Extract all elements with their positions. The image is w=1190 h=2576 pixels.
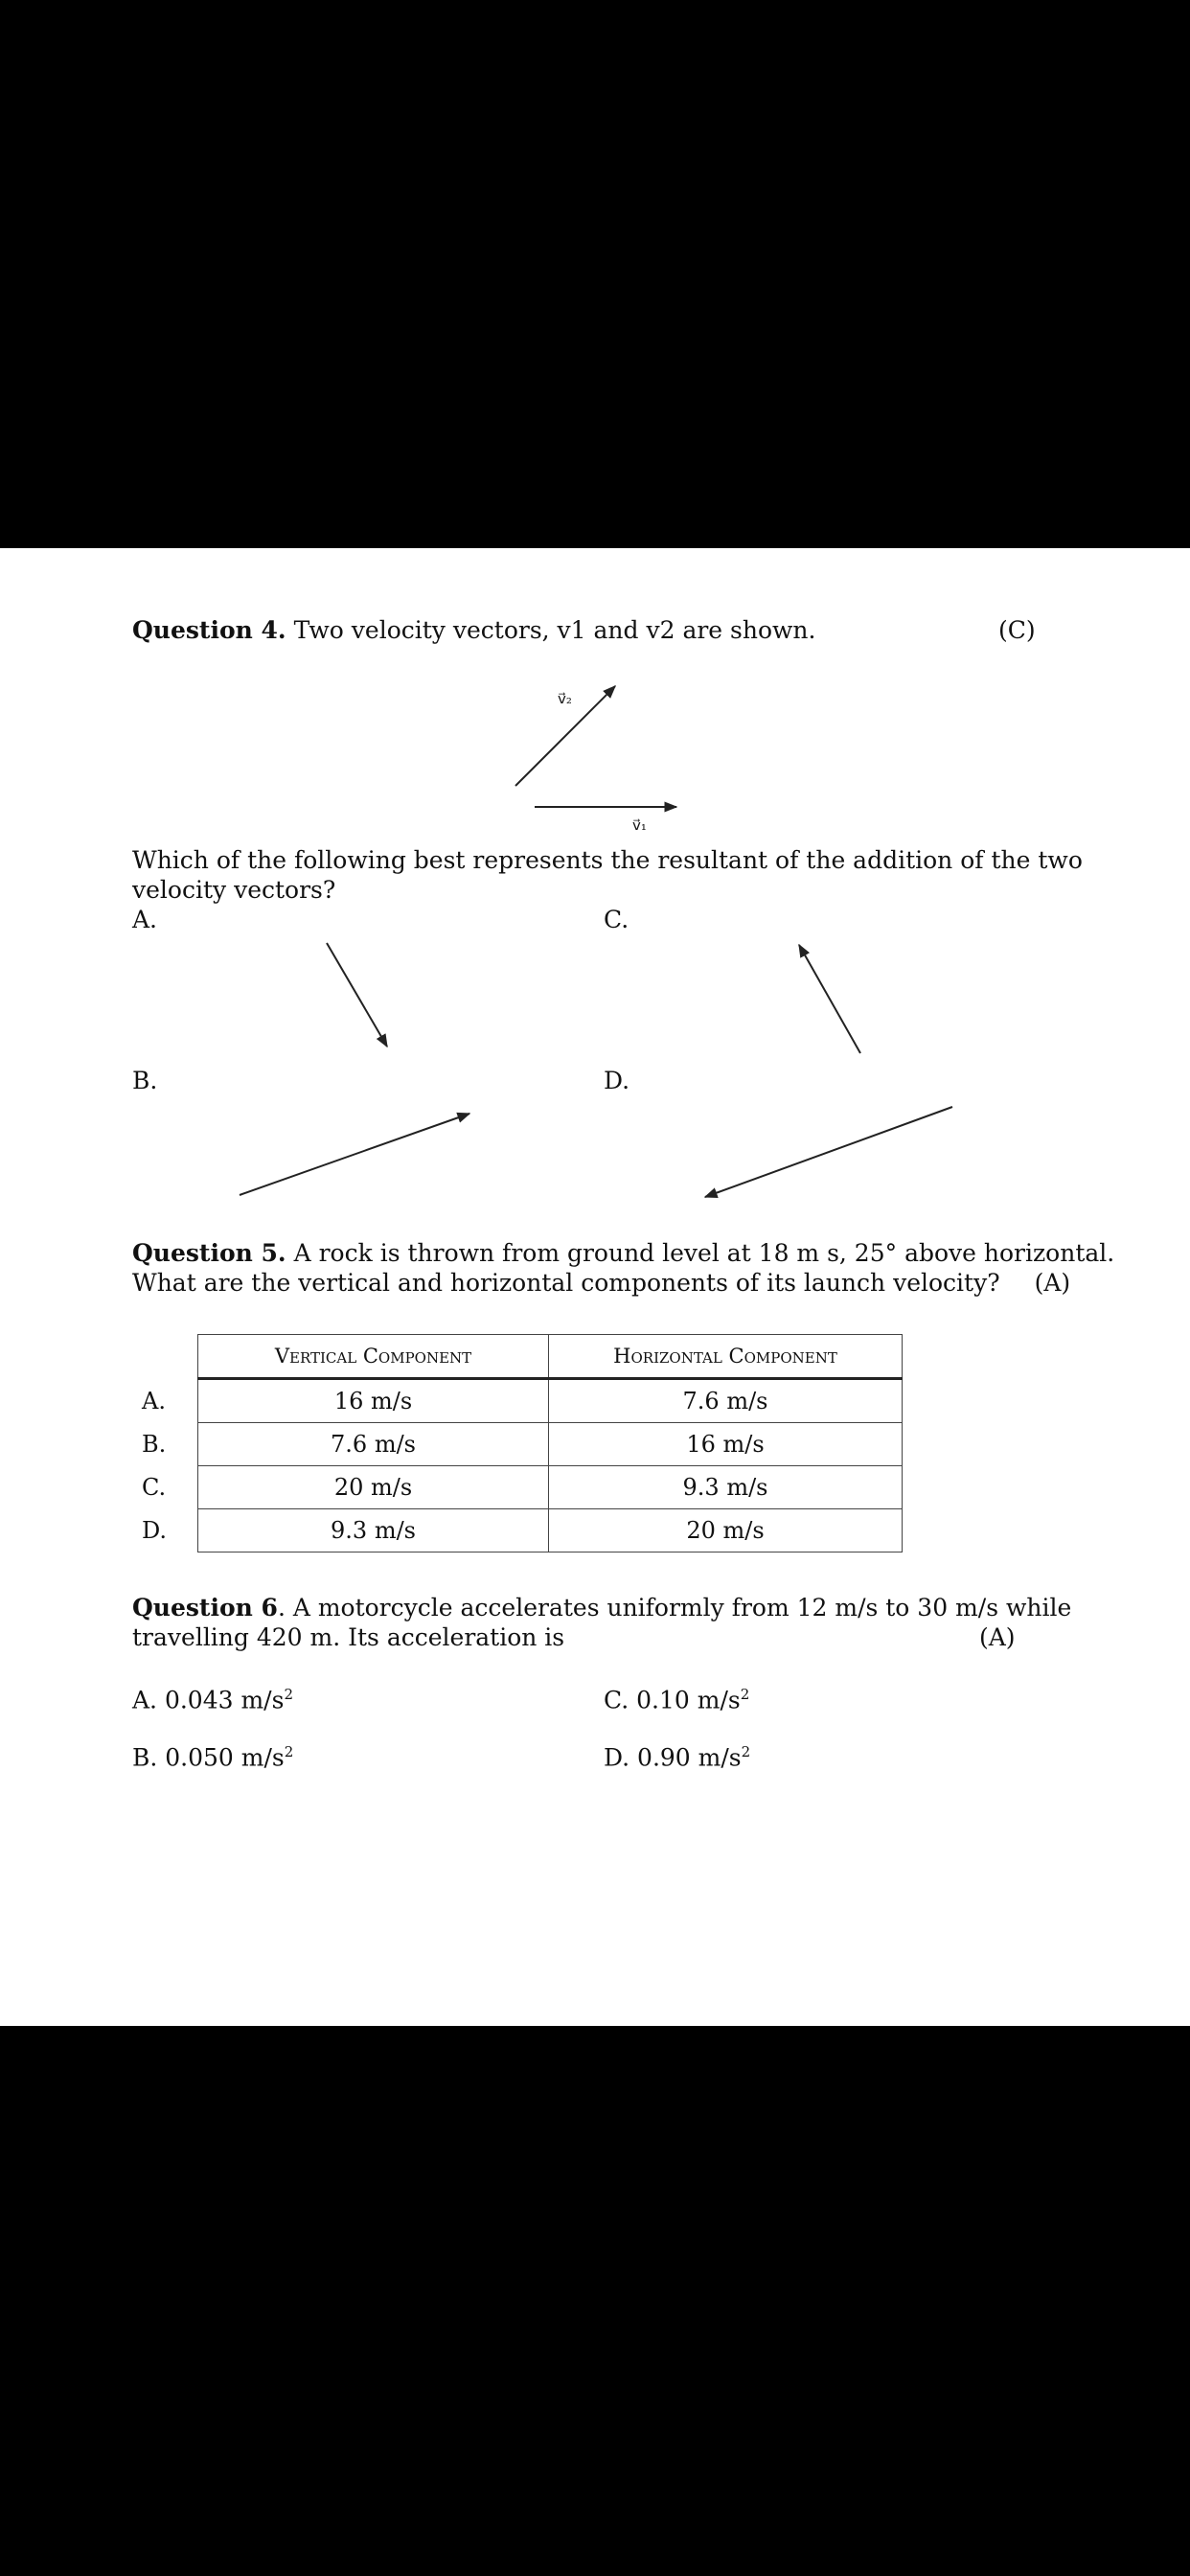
table-row (132, 1509, 903, 1552)
vertical-value: 7.6 m/s (198, 1423, 549, 1466)
row-label: B. (142, 1431, 167, 1458)
q6-line1 (132, 1593, 1071, 1622)
horizontal-value: 9.3 m/s (549, 1466, 903, 1509)
q6-option-a: A. 0.043 $m/s^2$ (132, 1686, 293, 1714)
horizontal-value: 16 m/s (549, 1423, 903, 1466)
v1-label: v⃗₁ (632, 816, 647, 834)
q5-number: Question 5. (132, 1239, 286, 1267)
q6-option-b: B. 0.050 $m/s^2$ (132, 1743, 294, 1772)
header-horizontal-component: Horizontal Component (549, 1335, 903, 1379)
q6-text-line1: . A motorcycle accelerates uniformly from 12 m/s to 30 m/s while (277, 1594, 1072, 1622)
horizontal-value: 7.6 m/s (549, 1379, 903, 1423)
option-a-arrow (327, 943, 387, 1046)
q4-option-c-label: C. (604, 906, 629, 933)
table-row (132, 1423, 903, 1466)
q6-answer: (A) (979, 1623, 1016, 1651)
q4-option-a-label: A. (132, 906, 158, 933)
vertical-value: 9.3 m/s (198, 1509, 549, 1552)
header-vertical-component: Vertical Component (198, 1335, 549, 1379)
table-row (132, 1379, 903, 1423)
q4-prompt-line2: velocity vectors? (132, 876, 336, 904)
q4-text: Two velocity vectors, v1 and v2 are shown. (293, 616, 816, 644)
q4-number: Question 4. (132, 616, 286, 644)
q6-option-d: D. 0.90 $m/s^2$ (604, 1743, 751, 1772)
table-row (132, 1466, 903, 1509)
option-b-arrow (240, 1114, 469, 1195)
components-table (132, 1334, 903, 1552)
option-c-arrow (799, 945, 860, 1053)
q4-answer: (C) (998, 616, 1036, 644)
row-label: A. (142, 1387, 166, 1414)
option-d-arrow (705, 1107, 952, 1197)
q4-option-b-label: B. (132, 1067, 158, 1094)
worksheet-page (0, 548, 1190, 2026)
vertical-value: 16 m/s (198, 1379, 549, 1423)
q4-prompt-line1: Which of the following best represents the resultant of the addition of the two (132, 846, 1083, 874)
row-label: D. (142, 1517, 168, 1544)
q6-text-line2: travelling 420 m. Its acceleration is (132, 1623, 565, 1651)
q5-text-line1: A rock is thrown from ground level at 18 m s, 25° above horizontal. (293, 1239, 1115, 1267)
q5-line1 (132, 1238, 1114, 1268)
table-header-row (132, 1335, 903, 1379)
q5-text-line2: What are the vertical and horizontal components of its launch velocity? (132, 1269, 1000, 1297)
q6-option-c: C. 0.10 $m/s^2$ (604, 1686, 750, 1714)
q5-line2 (132, 1268, 1070, 1298)
q4-option-d-label: D. (604, 1067, 630, 1094)
q6-number: Question 6 (132, 1594, 278, 1622)
row-label: C. (142, 1474, 167, 1501)
q5-answer: (A) (1034, 1269, 1071, 1297)
v2-label: v⃗₂ (558, 690, 572, 707)
vertical-value: 20 m/s (198, 1466, 549, 1509)
horizontal-value: 20 m/s (549, 1509, 903, 1552)
